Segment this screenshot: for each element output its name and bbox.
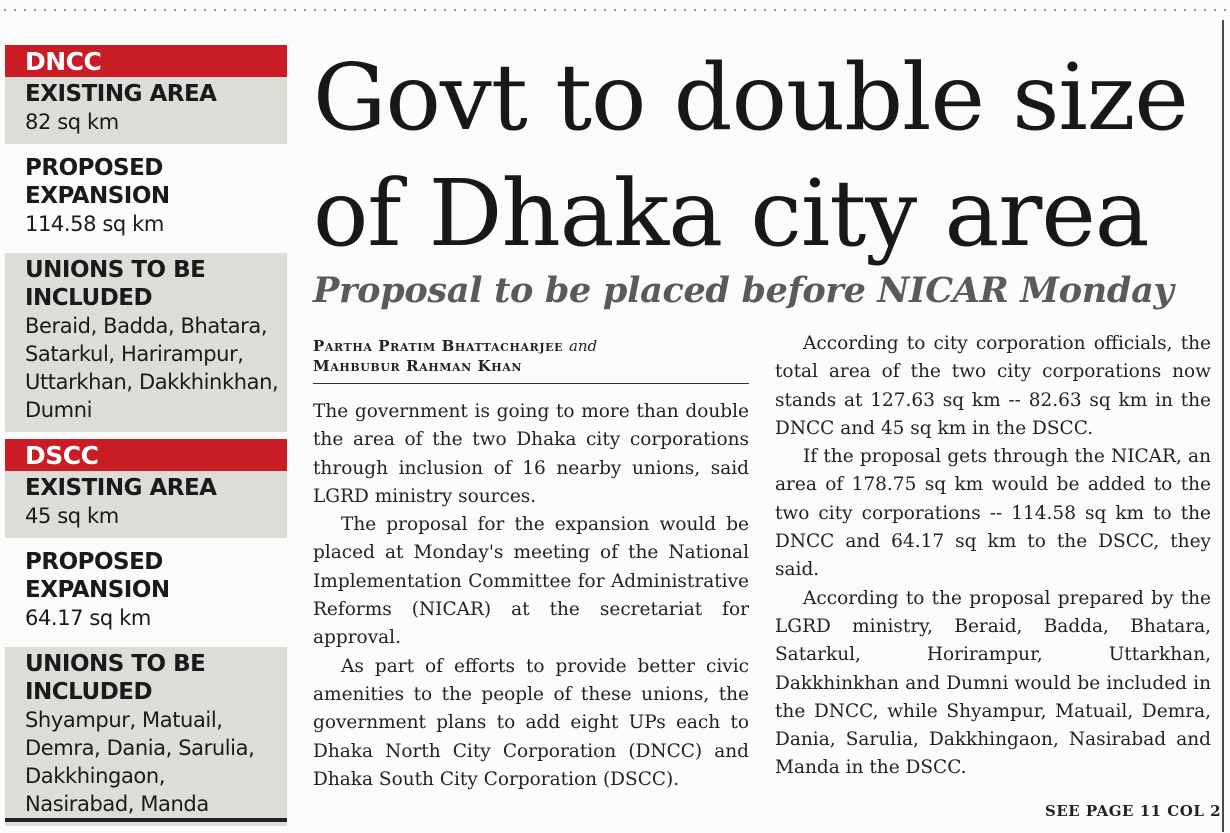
right-column-rule: [1222, 20, 1224, 832]
dncc-existing-box: [5, 77, 287, 144]
continuation-jump[interactable]: SEE PAGE 11 COL 2: [1045, 802, 1222, 820]
sidebar-bottom-rule: [5, 818, 287, 822]
headline: [313, 40, 1218, 272]
dncc-unions-box: [5, 253, 287, 432]
dncc-proposed-value: 114.58 sq km: [25, 212, 164, 236]
dncc-existing-value: 82 sq km: [25, 110, 119, 134]
paragraph: If the proposal gets through the NICAR, an area of 178.75 sq km would be added to the two city corporations -- 114.58 sq km to the DNCC and 64.17 sq km to the DSCC, they said.: [775, 446, 1211, 581]
byline-rule: [313, 383, 749, 384]
dncc-union-line: Dumni: [25, 398, 93, 422]
paragraph: According to the proposal prepared by the LGRD ministry, Beraid, Badda, Bhatara, Satarkul, Horirampur, Uttarkhan, Dakkhinkhan and Dumni would be included in the DNCC, while Shyampur, Matuail, Demra, Dania, Sarulia, Dakkhingaon, Nasirabad and Manda in the DSCC.: [775, 587, 1211, 779]
fact-sidebar: [5, 45, 287, 833]
byline: [313, 336, 749, 376]
dscc-existing-box: [5, 471, 287, 538]
dncc-section-header: DNCC: [5, 45, 287, 77]
dscc-union-line: Demra, Dania, Sarulia,: [25, 736, 255, 760]
dscc-unions-label-1: UNIONS TO BE: [25, 651, 206, 677]
dscc-existing-value: 45 sq km: [25, 504, 119, 528]
dncc-union-line: Beraid, Badda, Bhatara,: [25, 314, 268, 338]
dncc-unions-label-2: INCLUDED: [25, 285, 153, 311]
dncc-existing-label: EXISTING AREA: [25, 81, 217, 107]
subheadline: Proposal to be placed before NICAR Monday: [313, 270, 1174, 311]
dscc-section-header: DSCC: [5, 439, 287, 471]
paragraph: As part of efforts to provide better civic amenities to the people of these unions, the government plans to add eight UPs each to Dhaka North City Corporation (DNCC) and Dhaka South City Corporation (DSCC).: [313, 655, 749, 790]
headline-line-2: of Dhaka city area: [313, 160, 1149, 267]
dscc-proposed-box: [5, 545, 287, 640]
byline-and: and: [568, 337, 598, 355]
dscc-proposed-label: PROPOSED EXPANSION: [25, 549, 170, 603]
byline-author-1: Partha Pratim Bhattacharjee: [313, 337, 564, 355]
dncc-union-line: Uttarkhan, Dakkhinkhan,: [25, 370, 279, 394]
article-column-2: [775, 330, 1211, 783]
dncc-unions-label-1: UNIONS TO BE: [25, 257, 206, 283]
dncc-union-line: Satarkul, Harirampur,: [25, 342, 244, 366]
dncc-proposed-box: [5, 151, 287, 246]
dncc-proposed-label: PROPOSED EXPANSION: [25, 155, 170, 209]
dscc-existing-label: EXISTING AREA: [25, 475, 217, 501]
dscc-proposed-value: 64.17 sq km: [25, 606, 151, 630]
paragraph: According to city corporation officials, the total area of the two city corporations now stands at 127.63 sq km -- 82.63 sq km in the DNCC and 45 sq km in the DSCC.: [775, 333, 1211, 439]
headline-line-1: Govt to double size: [313, 44, 1188, 151]
dscc-union-line: Dakkhingaon,: [25, 764, 166, 788]
dscc-unions-box: [5, 647, 287, 826]
dscc-union-line: Nasirabad, Manda: [25, 792, 209, 816]
dotted-top-border: [0, 8, 1230, 12]
paragraph: The proposal for the expansion would be placed at Monday's meeting of the National Implementation Committee for Administrative Reforms (NICAR) at the secretariat for approval.: [313, 514, 749, 649]
dscc-union-line: Shyampur, Matuail,: [25, 708, 223, 732]
article-column-1: [313, 398, 749, 794]
byline-author-2: Mahbubur Rahman Khan: [313, 357, 523, 375]
paragraph: The government is going to more than double the area of the two Dhaka city corporations through inclusion of 16 nearby unions, said LGRD ministry sources.: [313, 401, 749, 507]
dscc-unions-label-2: INCLUDED: [25, 679, 153, 705]
